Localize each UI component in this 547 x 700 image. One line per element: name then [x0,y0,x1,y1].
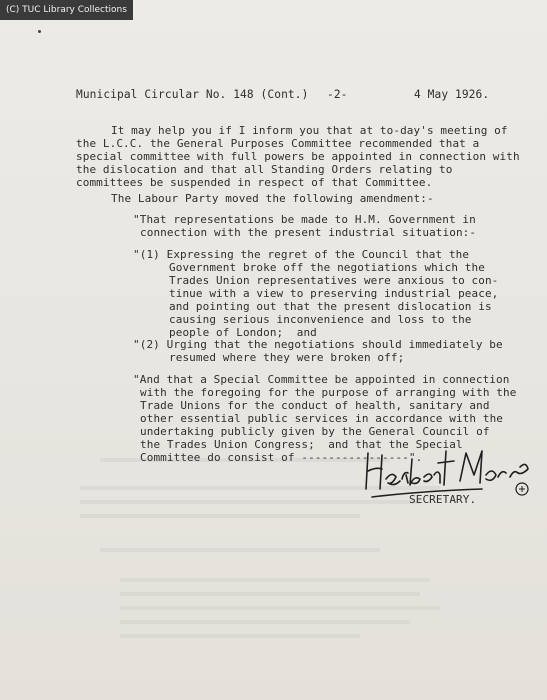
page-number: -2- [327,88,348,101]
watermark: (C) TUC Library Collections [0,0,133,20]
point-1-line: people of London; and [169,326,317,339]
amendment-intro: The Labour Party moved the following amendment:- [111,192,434,205]
point-1-line: tinue with a view to preserving industrial peace, [169,287,499,300]
intro-line: It may help you if I inform you that at to-day's meeting of [111,124,508,137]
intro-line: the L.C.C. the General Purposes Committee recommended that a [76,137,480,150]
quote-line: "That representations be made to H.M. Government in [133,213,476,226]
final-line: undertaking publicly given by the General Council of [140,425,490,438]
point-1-line: Government broke off the negotiations which the [169,261,485,274]
ink-mark [38,30,41,33]
point-2-line: resumed where they were broken off; [169,351,405,364]
final-line: Trade Unions for the conduct of health, sanitary and [140,399,490,412]
point-1-line: Trades Union representatives were anxious to con- [169,274,499,287]
intro-line: special committee with full powers be appointed in connection with [76,150,520,163]
quote-line: connection with the present industrial situation:- [140,226,477,239]
circular-number: Municipal Circular No. 148 (Cont.) [76,88,309,101]
point-2-line: "(2) Urging that the negotiations should immediately be [133,338,503,351]
final-line: "And that a Special Committee be appointed in connection [133,373,510,386]
point-1-line: "(1) Expressing the regret of the Council that the [133,248,470,261]
final-line: other essential public services in accordance with the [140,412,504,425]
final-line: Committee do consist of ----------------". [140,451,423,464]
intro-line: committees be suspended in respect of that Committee. [76,176,433,189]
final-line: the Trades Union Congress; and that the Special [140,438,463,451]
signatory-title: SECRETARY. [409,493,477,506]
point-1-line: causing serious inconvenience and loss to the [169,313,472,326]
point-1-line: and pointing out that the present dislocation is [169,300,492,313]
final-line: with the foregoing for the purpose of arranging with the [140,386,517,399]
intro-line: the dislocation and that all Standing Orders relating to [76,163,453,176]
letter-date: 4 May 1926. [414,88,490,101]
